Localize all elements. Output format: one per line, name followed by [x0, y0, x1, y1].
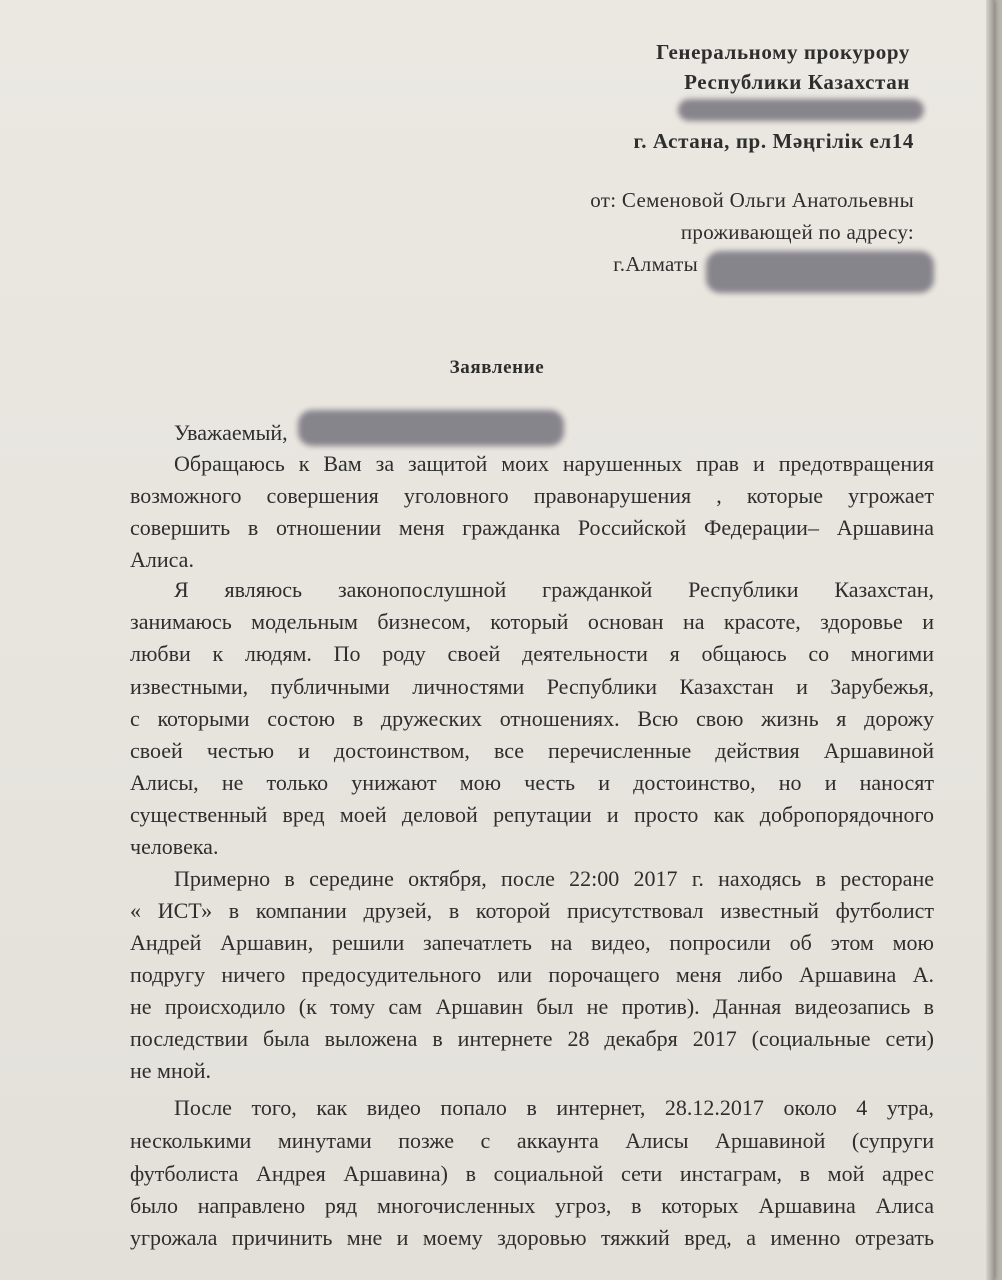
body-line: несколькими минутами позже с аккаунта Алисы Аршавиной (супруги	[130, 1128, 934, 1153]
redaction-salutation-name	[298, 410, 564, 446]
body-line: человека.	[130, 834, 219, 859]
body-line: подругу ничего предосудительного или порочащего меня либо Аршавина А.	[130, 962, 934, 987]
page-edge-shadow	[986, 0, 994, 1280]
body-line: не мной.	[130, 1058, 212, 1083]
addressee-line-2: Республики Казахстан	[684, 70, 910, 94]
body-line: Примерно в середине октября, после 22:00 2017 г. находясь в ресторане	[174, 866, 934, 891]
body-line: не происходило (к тому сам Аршавин был не против). Данная видеозапись в	[130, 994, 934, 1019]
sender-city: г.Алматы	[613, 252, 698, 276]
body-line: Алиса.	[130, 547, 194, 572]
body-line: известными, публичными личностями Республики Казахстан и Зарубежья,	[130, 674, 934, 699]
body-line: Обращаюсь к Вам за защитой моих нарушенных прав и предотвращения	[174, 451, 934, 476]
body-line: Алисы, не только унижают мою честь и достоинство, но и наносят	[130, 770, 934, 795]
body-line: угрожала причинить мне и моему здоровью тяжкий вред, а именно отрезать	[130, 1225, 934, 1250]
addressee-line-1: Генеральному прокурору	[656, 40, 910, 64]
body-line: « ИСТ» в компании друзей, в которой присутствовал известный футболист	[130, 898, 934, 923]
salutation: Уважаемый,	[174, 420, 288, 445]
body-line: своей честью и достоинством, все перечисленные действия Аршавиной	[130, 738, 934, 763]
body-line: было направлено ряд многочисленных угроз, в которых Аршавина Алиса	[130, 1193, 934, 1218]
redaction-sender-address	[706, 251, 934, 293]
sender-residing: проживающей по адресу:	[680, 220, 914, 244]
body-line: с которыми состою в дружеских отношениях. Всю свою жизнь я дорожу	[130, 706, 934, 731]
addressee-address: г. Астана, пр. Мәңгілік ел14	[633, 129, 914, 153]
body-line: возможного совершения уголовного правонарушения , которые угрожает	[130, 483, 934, 508]
body-line: футболиста Андрея Аршавина) в социальной сети инстаграм, в мой адрес	[130, 1161, 934, 1186]
body-line: занимаюсь модельным бизнесом, который основан на красоте, здоровье и	[130, 609, 934, 634]
body-line: После того, как видео попало в интернет, 28.12.2017 около 4 утра,	[174, 1095, 934, 1120]
document-title: Заявление	[449, 357, 545, 378]
body-line: совершить в отношении меня гражданка Российской Федерации– Аршавина	[130, 515, 934, 540]
sender-from: от: Семеновой Ольги Анатольевны	[590, 188, 914, 212]
body-line: последствии была выложена в интернете 28 декабря 2017 (социальные сети)	[130, 1026, 934, 1051]
body-line: Андрей Аршавин, решили запечатлеть на видео, попросили об этом мою	[130, 930, 934, 955]
body-line: Я являюсь законопослушной гражданкой Республики Казахстан,	[174, 577, 934, 602]
redaction-addressee-name	[678, 99, 924, 121]
body-line: любви к людям. По роду своей деятельности я общаюсь со многими	[130, 641, 934, 666]
body-line: существенный вред моей деловой репутации и просто как добропорядочного	[130, 802, 934, 827]
